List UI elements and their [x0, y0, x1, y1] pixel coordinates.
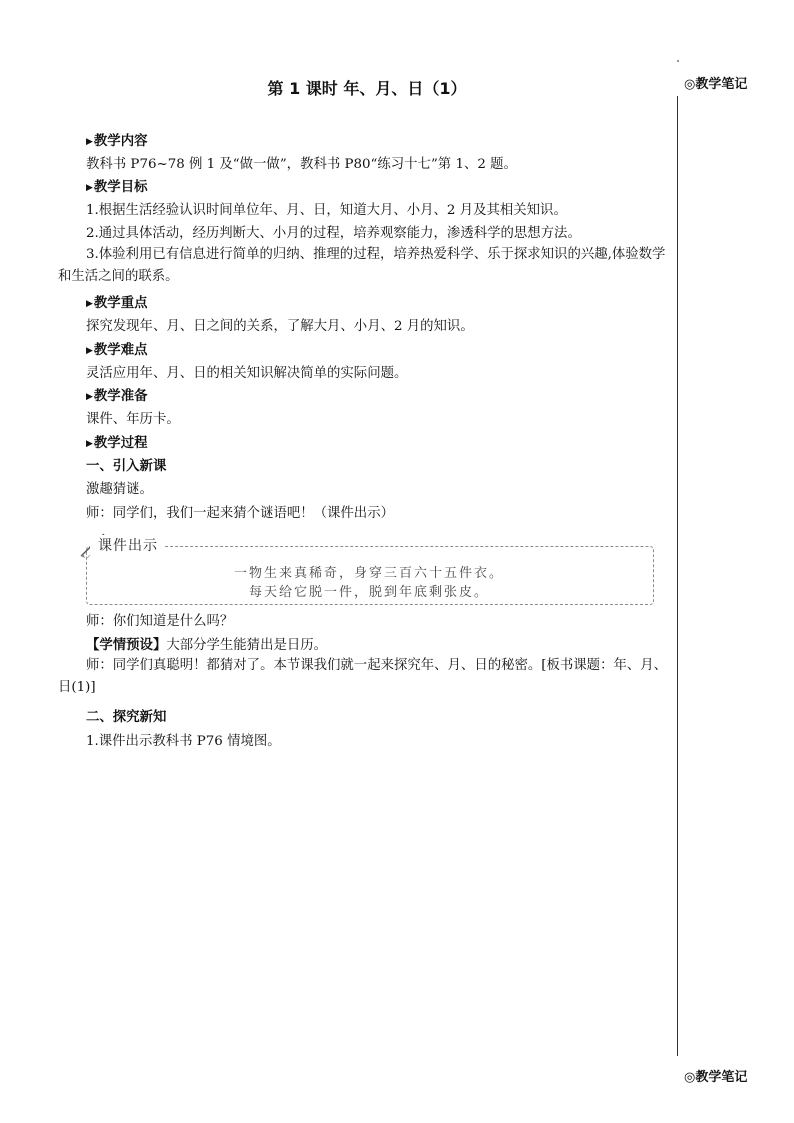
section-heading-key-points: ▶教学重点 [86, 296, 148, 311]
preset-text: 大部分学生能猜出是日历。 [166, 638, 328, 653]
section-heading-process: ▶教学过程 [86, 436, 148, 451]
goal-1: 1.根据生活经验认识时间单位年、月、日，知道大月、小月、2 月及其相关知识。 [86, 203, 567, 218]
key-points-text: 探究发现年、月、日之间的关系，了解大月、小月、2 月的知识。 [86, 319, 474, 334]
courseware-box-label: 课件出示 [90, 535, 164, 557]
section-heading-goals: ▶教学目标 [86, 180, 148, 195]
triangle-bullet-icon: ▶ [86, 183, 93, 193]
difficulty-text: 灵活应用年、月、日的相关知识解决简单的实际问题。 [86, 366, 408, 381]
part1-line-2: 师：同学们，我们一起来猜个谜语吧！（课件出示） [86, 506, 394, 521]
preset-label: 【学情预设】 [86, 638, 167, 653]
part1-line-1: 激趣猜谜。 [86, 482, 153, 497]
page-title: 第 1 课时 年、月、日（1） [267, 79, 467, 98]
triangle-bullet-icon: ▶ [86, 392, 93, 402]
goal-3: 3.体验利用已有信息进行简单的归纳、推理的过程，培养热爱科学、乐于探求知识的兴趣,体验数学和生活之间的联系。 [58, 247, 666, 284]
part1-heading: 一、引入新课 [86, 459, 167, 474]
part2-heading: 二、探究新知 [86, 710, 167, 725]
preparation-text: 课件、年历卡。 [86, 412, 180, 427]
teaching-notes-label-bottom: ◎教学笔记 [684, 1070, 748, 1085]
preset-line [58, 636, 672, 655]
riddle-line-2: 每天给它脱一件，脱到年底剩张皮。 [248, 585, 489, 600]
content-text: 教科书 P76~78 例 1 及“做一做”，教科书 P80“练习十七”第 1、2 题。 [86, 157, 517, 172]
margin-dot [677, 60, 679, 62]
goal-2: 2.通过具体活动，经历判断大、小月的过程，培养观察能力，渗透科学的思想方法。 [86, 226, 581, 241]
teaching-notes-label-top: ◎教学笔记 [684, 77, 748, 92]
riddle-line-1: 一物生来真稀奇，身穿三百六十五件衣。 [233, 566, 504, 581]
section-heading-preparation: ▶教学准备 [86, 389, 148, 404]
section-heading-content: ▶教学内容 [86, 134, 148, 149]
section-heading-difficulty: ▶教学难点 [86, 343, 148, 358]
triangle-bullet-icon: ▶ [86, 346, 93, 356]
triangle-bullet-icon: ▶ [86, 299, 93, 309]
praise-line: 师：同学们真聪明！都猜对了。本节课我们就一起来探究年、月、日的秘密。[板书课题：年、月、日(1)] [58, 658, 668, 695]
part2-line-1: 1.课件出示教科书 P76 情境图。 [86, 734, 281, 749]
triangle-bullet-icon: ▶ [86, 439, 93, 449]
question-line: 师：你们知道是什么吗？ [86, 614, 234, 629]
triangle-bullet-icon: ▶ [86, 137, 93, 147]
